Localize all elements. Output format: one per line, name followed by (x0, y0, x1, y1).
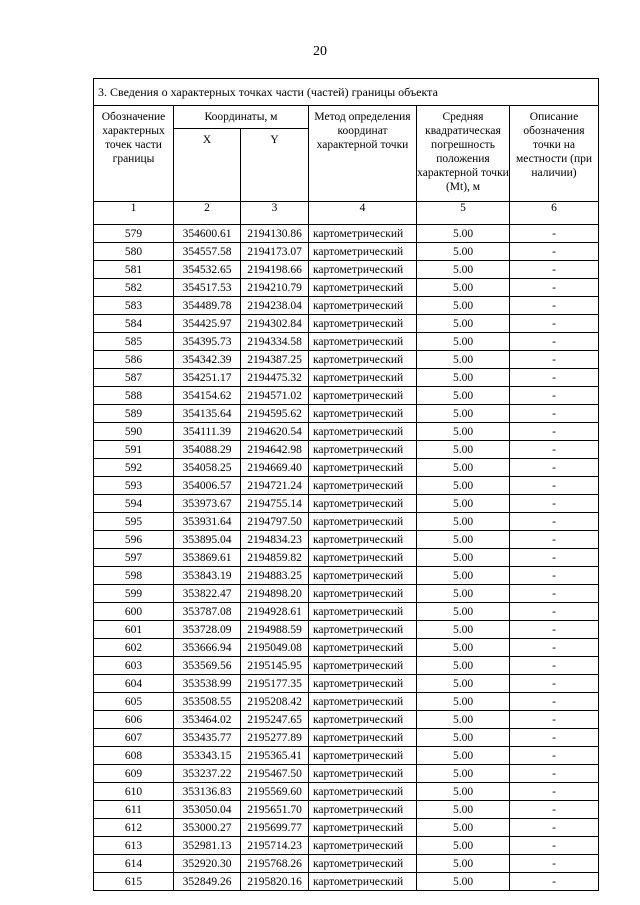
point-id-cell: 607 (94, 729, 174, 747)
table-row (94, 495, 599, 513)
x-coordinate-cell: 354135.64 (174, 405, 241, 423)
method-cell: картометрический (309, 477, 417, 495)
description-cell: - (510, 243, 599, 261)
x-coordinate-cell: 354425.97 (174, 315, 241, 333)
point-id-cell: 612 (94, 819, 174, 837)
error-cell: 5.00 (417, 783, 510, 801)
method-cell: картометрический (309, 567, 417, 585)
method-cell: картометрический (309, 243, 417, 261)
y-coordinate-cell: 2194334.58 (241, 333, 309, 351)
boundary-points-table (93, 78, 599, 891)
point-id-cell: 583 (94, 297, 174, 315)
description-cell: - (510, 297, 599, 315)
x-coordinate-cell: 353136.83 (174, 783, 241, 801)
table-row (94, 513, 599, 531)
point-id-cell: 579 (94, 225, 174, 243)
point-id-cell: 582 (94, 279, 174, 297)
error-cell: 5.00 (417, 531, 510, 549)
table-row (94, 603, 599, 621)
y-coordinate-cell: 2194571.02 (241, 387, 309, 405)
y-coordinate-cell: 2195365.41 (241, 747, 309, 765)
column-number: 3 (241, 202, 309, 225)
error-cell: 5.00 (417, 567, 510, 585)
point-id-cell: 589 (94, 405, 174, 423)
x-coordinate-cell: 353000.27 (174, 819, 241, 837)
x-coordinate-cell: 354088.29 (174, 441, 241, 459)
description-cell: - (510, 459, 599, 477)
description-cell: - (510, 873, 599, 891)
y-coordinate-cell: 2195145.95 (241, 657, 309, 675)
table-row (94, 405, 599, 423)
y-coordinate-cell: 2195049.08 (241, 639, 309, 657)
point-id-cell: 593 (94, 477, 174, 495)
description-cell: - (510, 585, 599, 603)
header-method: Метод определения координат характерной точки (309, 106, 417, 202)
point-id-cell: 599 (94, 585, 174, 603)
table-row (94, 441, 599, 459)
x-coordinate-cell: 353237.22 (174, 765, 241, 783)
error-cell: 5.00 (417, 459, 510, 477)
method-cell: картометрический (309, 675, 417, 693)
method-cell: картометрический (309, 549, 417, 567)
column-number: 4 (309, 202, 417, 225)
y-coordinate-cell: 2194238.04 (241, 297, 309, 315)
table-row (94, 549, 599, 567)
table-row (94, 387, 599, 405)
point-id-cell: 614 (94, 855, 174, 873)
point-id-cell: 587 (94, 369, 174, 387)
description-cell: - (510, 495, 599, 513)
y-coordinate-cell: 2194859.82 (241, 549, 309, 567)
x-coordinate-cell: 353822.47 (174, 585, 241, 603)
table-row (94, 225, 599, 243)
point-id-cell: 596 (94, 531, 174, 549)
description-cell: - (510, 639, 599, 657)
point-id-cell: 581 (94, 261, 174, 279)
y-coordinate-cell: 2194898.20 (241, 585, 309, 603)
point-id-cell: 603 (94, 657, 174, 675)
description-cell: - (510, 261, 599, 279)
x-coordinate-cell: 354058.25 (174, 459, 241, 477)
error-cell: 5.00 (417, 369, 510, 387)
error-cell: 5.00 (417, 261, 510, 279)
header-error: Средняя квадратическая погрешность положения характерной точки (Mt), м (417, 106, 510, 202)
y-coordinate-cell: 2194302.84 (241, 315, 309, 333)
error-cell: 5.00 (417, 351, 510, 369)
description-cell: - (510, 675, 599, 693)
description-cell: - (510, 603, 599, 621)
method-cell: картометрический (309, 693, 417, 711)
table-row (94, 873, 599, 891)
error-cell: 5.00 (417, 693, 510, 711)
table-row (94, 711, 599, 729)
description-cell: - (510, 513, 599, 531)
point-id-cell: 595 (94, 513, 174, 531)
description-cell: - (510, 477, 599, 495)
x-coordinate-cell: 353508.55 (174, 693, 241, 711)
x-coordinate-cell: 353569.56 (174, 657, 241, 675)
description-cell: - (510, 225, 599, 243)
method-cell: картометрический (309, 729, 417, 747)
error-cell: 5.00 (417, 675, 510, 693)
description-cell: - (510, 747, 599, 765)
error-cell: 5.00 (417, 225, 510, 243)
point-id-cell: 615 (94, 873, 174, 891)
error-cell: 5.00 (417, 477, 510, 495)
error-cell: 5.00 (417, 423, 510, 441)
point-id-cell: 580 (94, 243, 174, 261)
column-number: 5 (417, 202, 510, 225)
y-coordinate-cell: 2195820.16 (241, 873, 309, 891)
x-coordinate-cell: 353050.04 (174, 801, 241, 819)
error-cell: 5.00 (417, 315, 510, 333)
error-cell: 5.00 (417, 495, 510, 513)
y-coordinate-cell: 2194198.66 (241, 261, 309, 279)
table-row (94, 675, 599, 693)
description-cell: - (510, 765, 599, 783)
section-title: 3. Сведения о характерных точках части (частей) границы объекта (94, 79, 599, 106)
error-cell: 5.00 (417, 333, 510, 351)
description-cell: - (510, 423, 599, 441)
point-id-cell: 610 (94, 783, 174, 801)
description-cell: - (510, 441, 599, 459)
table-row (94, 855, 599, 873)
point-id-cell: 608 (94, 747, 174, 765)
description-cell: - (510, 351, 599, 369)
table-row (94, 693, 599, 711)
point-id-cell: 601 (94, 621, 174, 639)
point-id-cell: 606 (94, 711, 174, 729)
y-coordinate-cell: 2194755.14 (241, 495, 309, 513)
table-row (94, 261, 599, 279)
y-coordinate-cell: 2195651.70 (241, 801, 309, 819)
description-cell: - (510, 729, 599, 747)
y-coordinate-cell: 2194475.32 (241, 369, 309, 387)
point-id-cell: 594 (94, 495, 174, 513)
table-row (94, 801, 599, 819)
y-coordinate-cell: 2194387.25 (241, 351, 309, 369)
x-coordinate-cell: 352981.13 (174, 837, 241, 855)
description-cell: - (510, 405, 599, 423)
method-cell: картометрический (309, 513, 417, 531)
column-number: 1 (94, 202, 174, 225)
table-row (94, 459, 599, 477)
error-cell: 5.00 (417, 819, 510, 837)
y-coordinate-cell: 2194620.54 (241, 423, 309, 441)
error-cell: 5.00 (417, 801, 510, 819)
error-cell: 5.00 (417, 711, 510, 729)
header-description: Описание обозначения точки на местности (при наличии) (510, 106, 599, 202)
x-coordinate-cell: 353895.04 (174, 531, 241, 549)
table-row (94, 747, 599, 765)
x-coordinate-cell: 353343.15 (174, 747, 241, 765)
x-coordinate-cell: 354251.17 (174, 369, 241, 387)
method-cell: картометрический (309, 765, 417, 783)
method-cell: картометрический (309, 333, 417, 351)
error-cell: 5.00 (417, 441, 510, 459)
point-id-cell: 600 (94, 603, 174, 621)
table-row (94, 423, 599, 441)
y-coordinate-cell: 2194928.61 (241, 603, 309, 621)
description-cell: - (510, 783, 599, 801)
method-cell: картометрический (309, 855, 417, 873)
description-cell: - (510, 315, 599, 333)
y-coordinate-cell: 2194721.24 (241, 477, 309, 495)
x-coordinate-cell: 354342.39 (174, 351, 241, 369)
table-row (94, 783, 599, 801)
error-cell: 5.00 (417, 549, 510, 567)
error-cell: 5.00 (417, 747, 510, 765)
x-coordinate-cell: 352849.26 (174, 873, 241, 891)
description-cell: - (510, 693, 599, 711)
y-coordinate-cell: 2195467.50 (241, 765, 309, 783)
header-y: Y (241, 129, 309, 202)
table-row (94, 621, 599, 639)
point-id-cell: 609 (94, 765, 174, 783)
y-coordinate-cell: 2195177.35 (241, 675, 309, 693)
table-row (94, 315, 599, 333)
table-row (94, 837, 599, 855)
y-coordinate-cell: 2194130.86 (241, 225, 309, 243)
x-coordinate-cell: 353869.61 (174, 549, 241, 567)
method-cell: картометрический (309, 261, 417, 279)
table-row (94, 477, 599, 495)
x-coordinate-cell: 352920.30 (174, 855, 241, 873)
x-coordinate-cell: 353538.99 (174, 675, 241, 693)
method-cell: картометрический (309, 873, 417, 891)
description-cell: - (510, 387, 599, 405)
description-cell: - (510, 549, 599, 567)
error-cell: 5.00 (417, 657, 510, 675)
error-cell: 5.00 (417, 585, 510, 603)
point-id-cell: 598 (94, 567, 174, 585)
method-cell: картометрический (309, 819, 417, 837)
x-coordinate-cell: 353931.64 (174, 513, 241, 531)
error-cell: 5.00 (417, 765, 510, 783)
method-cell: картометрический (309, 585, 417, 603)
table-row (94, 333, 599, 351)
description-cell: - (510, 279, 599, 297)
x-coordinate-cell: 353843.19 (174, 567, 241, 585)
method-cell: картометрический (309, 531, 417, 549)
y-coordinate-cell: 2195714.23 (241, 837, 309, 855)
error-cell: 5.00 (417, 729, 510, 747)
method-cell: картометрический (309, 747, 417, 765)
error-cell: 5.00 (417, 621, 510, 639)
point-id-cell: 590 (94, 423, 174, 441)
method-cell: картометрический (309, 711, 417, 729)
point-id-cell: 613 (94, 837, 174, 855)
method-cell: картометрический (309, 279, 417, 297)
x-coordinate-cell: 354489.78 (174, 297, 241, 315)
point-id-cell: 588 (94, 387, 174, 405)
x-coordinate-cell: 353435.77 (174, 729, 241, 747)
point-id-cell: 584 (94, 315, 174, 333)
x-coordinate-cell: 353787.08 (174, 603, 241, 621)
y-coordinate-cell: 2194669.40 (241, 459, 309, 477)
description-cell: - (510, 657, 599, 675)
point-id-cell: 592 (94, 459, 174, 477)
table-row (94, 243, 599, 261)
y-coordinate-cell: 2194642.98 (241, 441, 309, 459)
header-x: X (174, 129, 241, 202)
x-coordinate-cell: 354006.57 (174, 477, 241, 495)
y-coordinate-cell: 2194988.59 (241, 621, 309, 639)
method-cell: картометрический (309, 297, 417, 315)
y-coordinate-cell: 2195247.65 (241, 711, 309, 729)
table-row (94, 279, 599, 297)
description-cell: - (510, 567, 599, 585)
table-body (94, 225, 599, 891)
x-coordinate-cell: 354517.53 (174, 279, 241, 297)
description-cell: - (510, 369, 599, 387)
error-cell: 5.00 (417, 279, 510, 297)
page-number: 20 (313, 44, 327, 59)
description-cell: - (510, 837, 599, 855)
error-cell: 5.00 (417, 639, 510, 657)
error-cell: 5.00 (417, 405, 510, 423)
method-cell: картометрический (309, 441, 417, 459)
method-cell: картометрический (309, 315, 417, 333)
method-cell: картометрический (309, 801, 417, 819)
table-row (94, 729, 599, 747)
method-cell: картометрический (309, 621, 417, 639)
column-number-row (94, 202, 599, 225)
description-cell: - (510, 621, 599, 639)
description-cell: - (510, 801, 599, 819)
point-id-cell: 597 (94, 549, 174, 567)
table-row (94, 531, 599, 549)
x-coordinate-cell: 354395.73 (174, 333, 241, 351)
x-coordinate-cell: 354600.61 (174, 225, 241, 243)
method-cell: картометрический (309, 225, 417, 243)
method-cell: картометрический (309, 783, 417, 801)
table-row (94, 369, 599, 387)
y-coordinate-cell: 2195569.60 (241, 783, 309, 801)
method-cell: картометрический (309, 405, 417, 423)
error-cell: 5.00 (417, 873, 510, 891)
description-cell: - (510, 531, 599, 549)
x-coordinate-cell: 354557.58 (174, 243, 241, 261)
y-coordinate-cell: 2195768.26 (241, 855, 309, 873)
x-coordinate-cell: 354532.65 (174, 261, 241, 279)
description-cell: - (510, 819, 599, 837)
error-cell: 5.00 (417, 855, 510, 873)
method-cell: картометрический (309, 351, 417, 369)
method-cell: картометрический (309, 387, 417, 405)
y-coordinate-cell: 2194595.62 (241, 405, 309, 423)
point-id-cell: 605 (94, 693, 174, 711)
y-coordinate-cell: 2195699.77 (241, 819, 309, 837)
x-coordinate-cell: 353666.94 (174, 639, 241, 657)
method-cell: картометрический (309, 603, 417, 621)
table-row (94, 639, 599, 657)
table-row (94, 567, 599, 585)
header-coordinates: Координаты, м (174, 106, 309, 129)
point-id-cell: 585 (94, 333, 174, 351)
error-cell: 5.00 (417, 837, 510, 855)
x-coordinate-cell: 354111.39 (174, 423, 241, 441)
x-coordinate-cell: 353464.02 (174, 711, 241, 729)
x-coordinate-cell: 354154.62 (174, 387, 241, 405)
y-coordinate-cell: 2195277.89 (241, 729, 309, 747)
x-coordinate-cell: 353728.09 (174, 621, 241, 639)
column-number: 6 (510, 202, 599, 225)
table-row (94, 819, 599, 837)
y-coordinate-cell: 2194883.25 (241, 567, 309, 585)
error-cell: 5.00 (417, 243, 510, 261)
y-coordinate-cell: 2194834.23 (241, 531, 309, 549)
point-id-cell: 602 (94, 639, 174, 657)
description-cell: - (510, 333, 599, 351)
table-row (94, 585, 599, 603)
error-cell: 5.00 (417, 387, 510, 405)
description-cell: - (510, 855, 599, 873)
table-row (94, 351, 599, 369)
point-id-cell: 591 (94, 441, 174, 459)
method-cell: картометрический (309, 837, 417, 855)
y-coordinate-cell: 2194173.07 (241, 243, 309, 261)
method-cell: картометрический (309, 459, 417, 477)
point-id-cell: 604 (94, 675, 174, 693)
y-coordinate-cell: 2194797.50 (241, 513, 309, 531)
error-cell: 5.00 (417, 603, 510, 621)
header-designation: Обозначение характерных точек части границы (94, 106, 174, 202)
point-id-cell: 611 (94, 801, 174, 819)
table-row (94, 657, 599, 675)
table-row (94, 765, 599, 783)
x-coordinate-cell: 353973.67 (174, 495, 241, 513)
method-cell: картометрический (309, 369, 417, 387)
method-cell: картометрический (309, 423, 417, 441)
column-number: 2 (174, 202, 241, 225)
method-cell: картометрический (309, 657, 417, 675)
description-cell: - (510, 711, 599, 729)
method-cell: картометрический (309, 495, 417, 513)
error-cell: 5.00 (417, 297, 510, 315)
error-cell: 5.00 (417, 513, 510, 531)
y-coordinate-cell: 2194210.79 (241, 279, 309, 297)
y-coordinate-cell: 2195208.42 (241, 693, 309, 711)
table-row (94, 297, 599, 315)
method-cell: картометрический (309, 639, 417, 657)
point-id-cell: 586 (94, 351, 174, 369)
